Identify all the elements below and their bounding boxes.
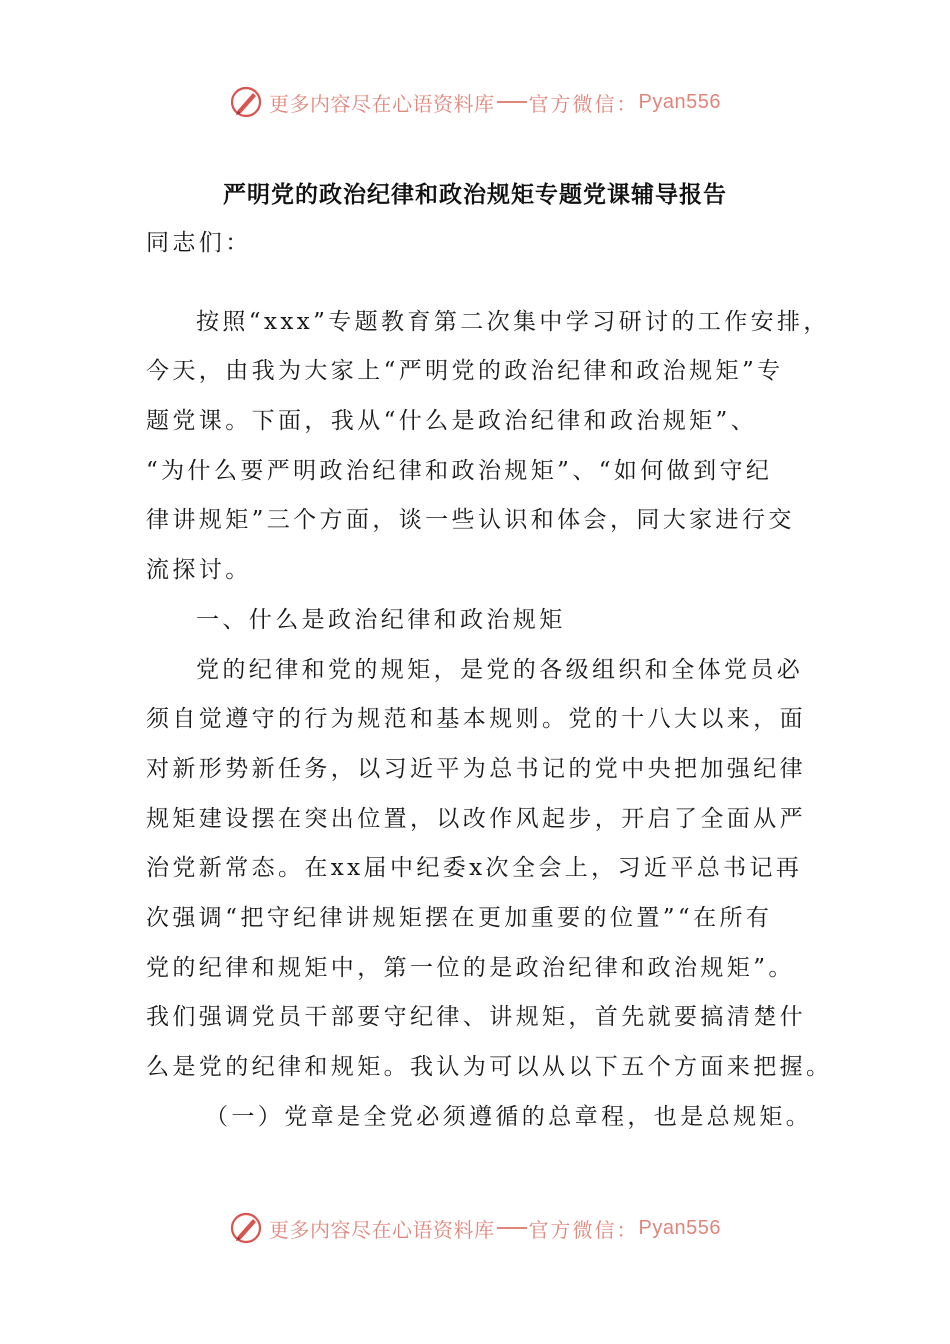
body-line: 今天，由我为大家上“严明党的政治纪律和政治规矩”专: [146, 358, 784, 384]
banner-wechat-label: 官方微信：: [528, 91, 639, 116]
header-watermark-banner: [0, 82, 950, 122]
pen-logo-icon: [229, 85, 263, 119]
subsection-heading: （一）党章是全党必须遵循的总章程，也是总规矩。: [205, 1104, 813, 1130]
banner-dash: [497, 101, 527, 103]
pen-logo-icon: [229, 1211, 263, 1245]
banner-wechat-id: Pyan556: [638, 90, 721, 113]
salutation: 同志们：: [146, 230, 252, 256]
body-line: 流探讨。: [146, 557, 252, 583]
body-line: 按照“xxx”专题教育第二次集中学习研讨的工作安排，: [196, 309, 830, 335]
body-line: 党的纪律和规矩中，第一位的是政治纪律和政治规矩”。: [146, 955, 795, 981]
banner-text: 更多内容尽在心语资料库: [269, 1217, 495, 1242]
body-line: 党的纪律和党的规矩，是党的各级组织和全体党员必: [196, 657, 804, 683]
section-heading: 一、什么是政治纪律和政治规矩: [196, 607, 566, 633]
body-line: 次强调“把守纪律讲规矩摆在更加重要的位置”“在所有: [146, 905, 773, 931]
footer-watermark-banner: [0, 1208, 950, 1248]
body-line: 题党课。下面，我从“什么是政治纪律和政治规矩”、: [146, 408, 758, 434]
document-title: 严明党的政治纪律和政治规矩专题党课辅导报告: [223, 182, 727, 208]
banner-wechat-id: Pyan556: [638, 1216, 721, 1239]
body-line: 我们强调党员干部要守纪律、讲规矩，首先就要搞清楚什: [146, 1004, 806, 1030]
body-line: 规矩建设摆在突出位置，以改作风起步，开启了全面从严: [146, 806, 806, 832]
body-line: 对新形势新任务，以习近平为总书记的党中央把加强纪律: [146, 756, 806, 782]
body-line: “为什么要严明政治纪律和政治规矩”、“如何做到守纪: [146, 458, 773, 484]
body-line: 么是党的纪律和规矩。我认为可以从以下五个方面来把握。: [146, 1054, 833, 1080]
banner-wechat-label: 官方微信：: [528, 1217, 639, 1242]
banner-text: 更多内容尽在心语资料库: [269, 91, 495, 116]
body-line: 须自觉遵守的行为规范和基本规则。党的十八大以来，面: [146, 706, 806, 732]
banner-dash: [497, 1227, 527, 1229]
body-line: 治党新常态。在xx届中纪委x次全会上，习近平总书记再: [146, 855, 803, 881]
body-line: 律讲规矩”三个方面，谈一些认识和体会，同大家进行交: [146, 507, 795, 533]
